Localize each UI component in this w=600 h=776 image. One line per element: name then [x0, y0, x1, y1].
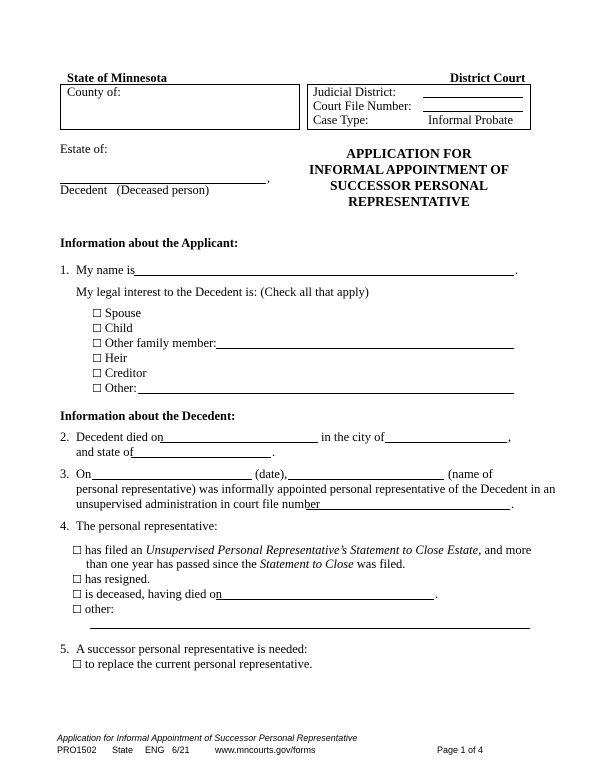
item2-number: 2. — [60, 430, 70, 444]
option-resigned[interactable] — [72, 572, 150, 587]
on-label: On — [76, 467, 92, 481]
option-replace[interactable] — [72, 657, 313, 672]
option-creditor[interactable] — [92, 366, 147, 381]
deceased-label: is deceased, having died on — [84, 587, 222, 601]
other-reason-checkbox[interactable]: ☐ — [72, 603, 82, 616]
other-reason-field[interactable] — [90, 616, 530, 629]
case-type-value: Informal Probate — [428, 113, 514, 127]
footer-page-number: Page 1 of 4 — [437, 745, 484, 755]
heir-checkbox[interactable]: ☐ — [92, 352, 102, 365]
name-of-label: (name of — [448, 467, 493, 481]
decedent-label: Decedent (Deceased person) — [60, 183, 210, 197]
creditor-label: Creditor — [104, 366, 147, 380]
item1-number: 1. — [60, 263, 70, 277]
filed-line2-b: Statement to Close — [259, 557, 354, 571]
other-family-field[interactable] — [216, 336, 514, 349]
filed-line2-c: was filed. — [353, 557, 406, 571]
footer-revision: 6/21 — [172, 745, 190, 755]
form-title-line2: INFORMAL APPOINTMENT OF — [308, 162, 509, 177]
option-deceased[interactable] — [72, 587, 222, 602]
footer-form-title: Application for Informal Appointment of Successor Personal Representative — [57, 733, 358, 743]
item3-line2: personal representative) was informally appointed personal representative of the Decedent in an — [76, 482, 556, 496]
creditor-checkbox[interactable]: ☐ — [92, 367, 102, 380]
my-name-label: My name is — [76, 263, 136, 277]
item5-label: A successor personal representative is needed: — [76, 642, 308, 656]
option-child[interactable] — [92, 321, 133, 336]
item5-number: 5. — [60, 642, 70, 656]
estate-of-label: Estate of: — [60, 142, 108, 156]
applicant-name-field[interactable] — [134, 263, 514, 276]
filed-text-a: has filed an — [84, 543, 146, 557]
form-title-line4: REPRESENTATIVE — [348, 194, 470, 209]
footer-jurisdiction: State — [112, 745, 134, 755]
option-other-family[interactable] — [92, 336, 217, 351]
other-checkbox[interactable]: ☐ — [92, 382, 102, 395]
court-file-number-label: Court File Number: — [313, 99, 412, 113]
other-reason-label: other: — [84, 602, 115, 616]
replace-checkbox[interactable]: ☐ — [72, 658, 82, 671]
decedent-comma: , — [267, 171, 271, 185]
footer-language: ENG — [145, 745, 165, 755]
date-label: (date), — [255, 467, 288, 481]
footer-website[interactable]: www.mncourts.gov/forms — [215, 745, 316, 755]
legal-interest-label: My legal interest to the Decedent is: (Check all that apply) — [76, 285, 369, 299]
pr-death-date-field[interactable] — [216, 587, 434, 600]
city-label: in the city of — [321, 430, 385, 444]
appointment-date-field[interactable] — [92, 467, 252, 480]
option-other-reason[interactable] — [72, 602, 114, 617]
death-state-field[interactable] — [131, 445, 271, 458]
filed-line2-a: than one year has passed since the — [86, 557, 260, 571]
filed-text-b: Unsupervised Personal Representative’s Statement to Close Estate, — [145, 543, 482, 557]
court-label: District Court — [450, 71, 526, 85]
spouse-checkbox[interactable]: ☐ — [92, 307, 102, 320]
court-file-number-field[interactable] — [423, 99, 523, 112]
item4-number: 4. — [60, 519, 70, 533]
option-filed-statement[interactable] — [72, 543, 531, 558]
judicial-district-label: Judicial District: — [313, 85, 396, 99]
died-on-label: Decedent died on — [76, 430, 164, 444]
option-heir[interactable] — [92, 351, 127, 366]
form-title-line1: APPLICATION FOR — [346, 146, 472, 161]
footer-form-code: PRO1502 — [57, 745, 97, 755]
replace-label: to replace the current personal representative. — [84, 657, 313, 671]
decedent-heading: Information about the Decedent: — [60, 409, 236, 423]
option-spouse[interactable] — [92, 306, 141, 321]
spouse-label: Spouse — [104, 306, 141, 320]
form-title-line3: SUCCESSOR PERSONAL — [330, 178, 488, 193]
deceased-checkbox[interactable]: ☐ — [72, 588, 82, 601]
county-box — [60, 84, 300, 130]
other-interest-field[interactable] — [138, 381, 514, 394]
judicial-district-field[interactable] — [423, 85, 523, 98]
state-of-label: and state of — [76, 445, 134, 459]
item4-label: The personal representative: — [76, 519, 218, 533]
filed-statement-checkbox[interactable]: ☐ — [72, 544, 82, 557]
court-file-number-field-2[interactable] — [306, 497, 510, 510]
resigned-label: has resigned. — [84, 572, 151, 586]
resigned-checkbox[interactable]: ☐ — [72, 573, 82, 586]
other-family-checkbox[interactable]: ☐ — [92, 337, 102, 350]
filed-text-c: and more — [481, 543, 532, 557]
applicant-heading: Information about the Applicant: — [60, 236, 239, 250]
form-title — [300, 146, 518, 210]
case-info-box — [307, 84, 531, 130]
child-checkbox[interactable]: ☐ — [92, 322, 102, 335]
item3-number: 3. — [60, 467, 70, 481]
death-city-field[interactable] — [385, 430, 507, 443]
child-label: Child — [104, 321, 133, 335]
other-label: Other: — [104, 381, 137, 395]
death-date-field[interactable] — [160, 430, 318, 443]
pr-name-field[interactable] — [288, 467, 444, 480]
state-label: State of Minnesota — [67, 71, 167, 85]
heir-label: Heir — [104, 351, 128, 365]
case-type-label: Case Type: — [313, 113, 369, 127]
filed-statement-line2 — [86, 557, 405, 572]
item3-line3: unsupervised administration in court file number — [76, 497, 321, 511]
other-family-label: Other family member: — [104, 336, 217, 350]
county-label: County of: — [67, 85, 121, 99]
option-other[interactable] — [92, 381, 137, 396]
